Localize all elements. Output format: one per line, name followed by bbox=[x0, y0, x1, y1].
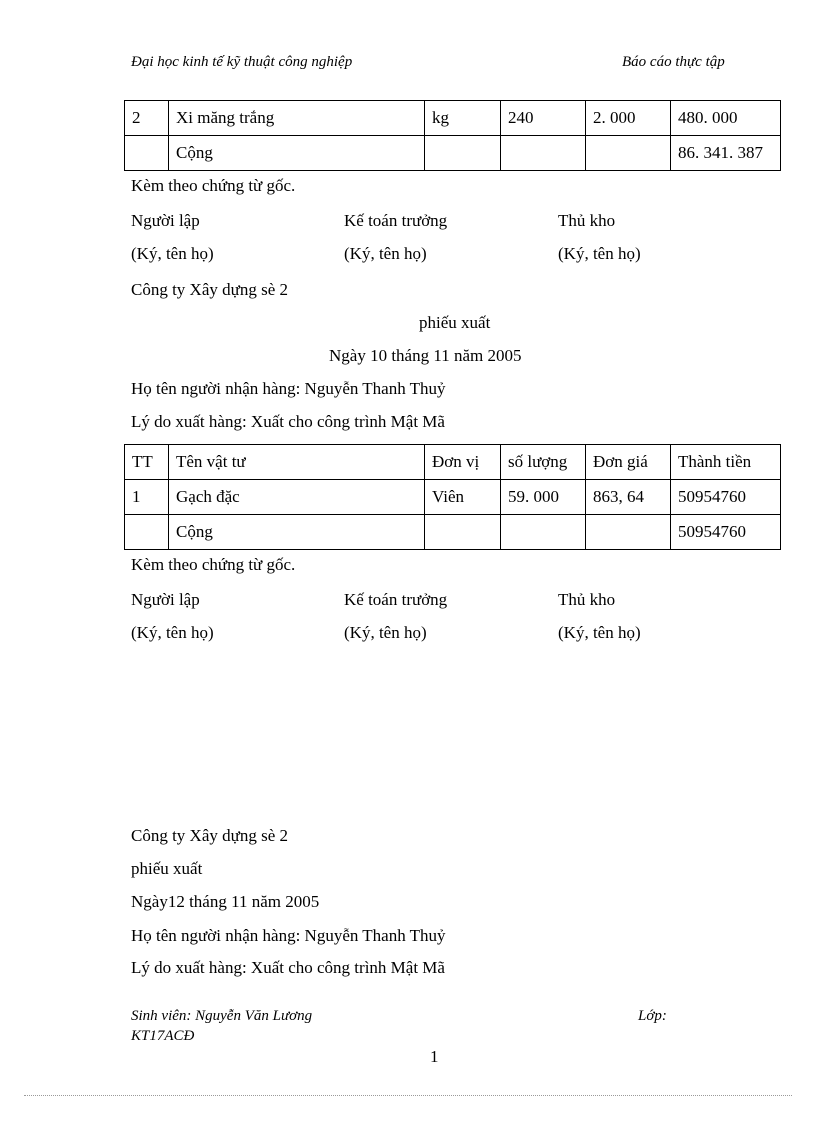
table-header-cell: Đơn giá bbox=[586, 445, 671, 480]
table-cell: 50954760 bbox=[671, 515, 781, 550]
table-header-cell: Thành tiền bbox=[671, 445, 781, 480]
table-row bbox=[125, 480, 781, 515]
sign-storekeeper: (Ký, tên họ) bbox=[558, 623, 641, 642]
voucher-title: phiếu xuất bbox=[419, 313, 491, 332]
footer-student: Sinh viên: Nguyễn Văn Lương bbox=[131, 1008, 313, 1024]
table-cell bbox=[125, 515, 169, 550]
table-cell: Viên bbox=[425, 480, 501, 515]
receiver-name: Họ tên người nhận hàng: Nguyễn Thanh Thuỷ bbox=[131, 926, 446, 945]
table-cell bbox=[125, 136, 169, 171]
table-cell: 480. 000 bbox=[671, 101, 781, 136]
table-cell bbox=[425, 136, 501, 171]
signature-roles-2 bbox=[131, 590, 691, 614]
table-cell: Xi măng trắng bbox=[169, 101, 425, 136]
voucher-title: phiếu xuất bbox=[131, 859, 203, 878]
table-cell: Cộng bbox=[169, 515, 425, 550]
sign-storekeeper: (Ký, tên họ) bbox=[558, 244, 641, 263]
voucher-date: Ngày12 tháng 11 năm 2005 bbox=[131, 892, 320, 911]
table-cell: Gạch đặc bbox=[169, 480, 425, 515]
header-school: Đại học kinh tế kỹ thuật công nghiệp bbox=[131, 54, 353, 70]
table-cell: kg bbox=[425, 101, 501, 136]
table-cell: 86. 341. 387 bbox=[671, 136, 781, 171]
role-storekeeper: Thủ kho bbox=[558, 211, 616, 230]
table-cell bbox=[586, 515, 671, 550]
table-cell: 1 bbox=[125, 480, 169, 515]
attachment-note-1: Kèm theo chứng từ gốc. bbox=[131, 176, 296, 195]
table-header-row bbox=[125, 445, 781, 480]
sign-preparer: (Ký, tên họ) bbox=[131, 244, 214, 263]
table-cell: 2. 000 bbox=[586, 101, 671, 136]
company-name: Công ty Xây dựng sè 2 bbox=[131, 826, 289, 845]
role-preparer: Người lập bbox=[131, 590, 200, 609]
table-cell: 59. 000 bbox=[501, 480, 586, 515]
table-cell bbox=[586, 136, 671, 171]
table-cell: 50954760 bbox=[671, 480, 781, 515]
table-cell bbox=[425, 515, 501, 550]
issue-reason: Lý do xuất hàng: Xuất cho công trình Mật Mã bbox=[131, 958, 445, 977]
materials-table-2 bbox=[124, 444, 781, 550]
table-row bbox=[125, 101, 781, 136]
table-cell: 240 bbox=[501, 101, 586, 136]
page-bottom-divider bbox=[24, 1095, 792, 1096]
sign-chief-accountant: (Ký, tên họ) bbox=[344, 623, 427, 642]
table-cell bbox=[501, 136, 586, 171]
voucher-date: Ngày 10 tháng 11 năm 2005 bbox=[329, 346, 522, 365]
table-cell: 863, 64 bbox=[586, 480, 671, 515]
sign-chief-accountant: (Ký, tên họ) bbox=[344, 244, 427, 263]
table-row-total bbox=[125, 136, 781, 171]
footer-class-label: Lớp: bbox=[638, 1008, 667, 1024]
materials-table-1 bbox=[124, 100, 781, 171]
table-cell: 2 bbox=[125, 101, 169, 136]
signature-roles-1 bbox=[131, 211, 691, 235]
issue-reason: Lý do xuất hàng: Xuất cho công trình Mật Mã bbox=[131, 412, 445, 431]
table-header-cell: TT bbox=[125, 445, 169, 480]
role-preparer: Người lập bbox=[131, 211, 200, 230]
role-storekeeper: Thủ kho bbox=[558, 590, 616, 609]
table-header-cell: Đơn vị bbox=[425, 445, 501, 480]
receiver-name: Họ tên người nhận hàng: Nguyễn Thanh Thuỷ bbox=[131, 379, 446, 398]
header-report-title: Báo cáo thực tập bbox=[622, 54, 725, 70]
footer-class-code: KT17ACĐ bbox=[131, 1028, 195, 1044]
table-header-cell: Tên vật tư bbox=[169, 445, 425, 480]
table-cell bbox=[501, 515, 586, 550]
role-chief-accountant: Kế toán trưởng bbox=[344, 590, 448, 609]
table-row-total bbox=[125, 515, 781, 550]
page-number: 1 bbox=[430, 1047, 439, 1066]
table-header-cell: số lượng bbox=[501, 445, 586, 480]
company-name: Công ty Xây dựng sè 2 bbox=[131, 280, 289, 299]
signature-lines-2 bbox=[131, 623, 691, 647]
signature-lines-1 bbox=[131, 244, 691, 268]
table-cell: Cộng bbox=[169, 136, 425, 171]
attachment-note-2: Kèm theo chứng từ gốc. bbox=[131, 555, 296, 574]
role-chief-accountant: Kế toán trưởng bbox=[344, 211, 448, 230]
sign-preparer: (Ký, tên họ) bbox=[131, 623, 214, 642]
